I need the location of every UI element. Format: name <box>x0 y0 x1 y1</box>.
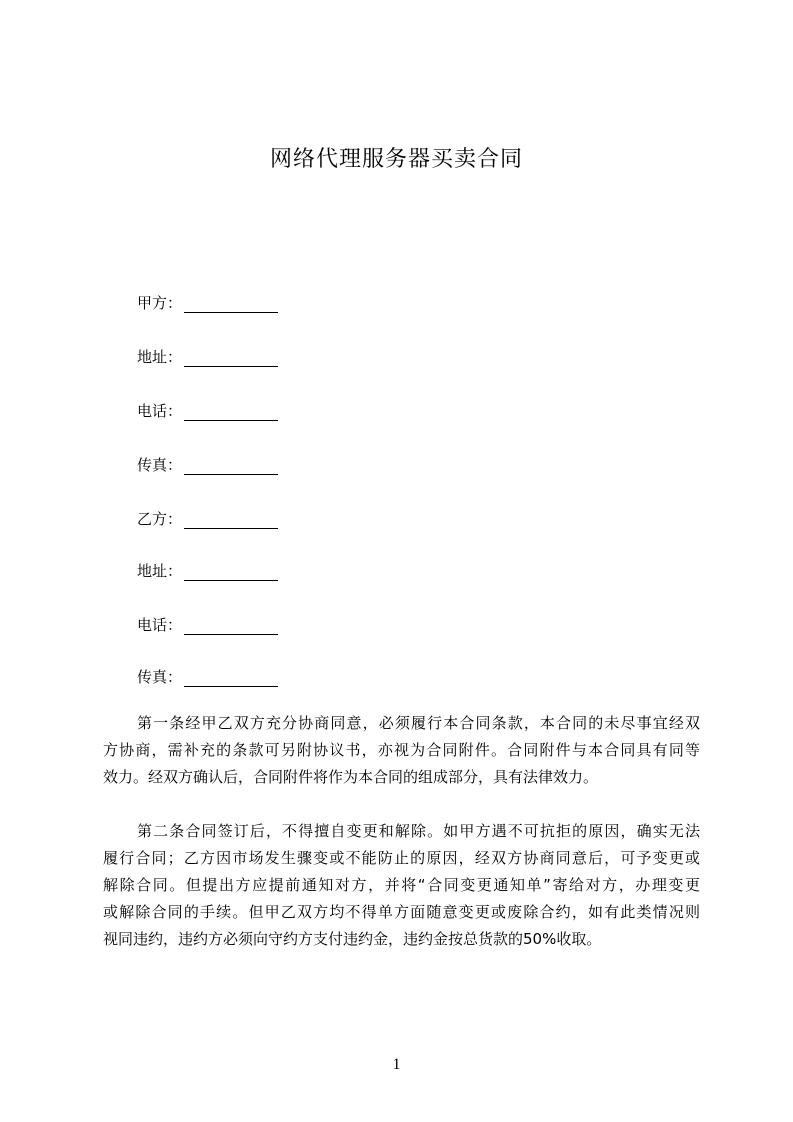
field-label: 乙方： <box>137 510 183 528</box>
text-line: 效力。经双方确认后，合同附件将作为本合同的组成部分，具有法律效力。 <box>103 768 599 786</box>
text-line: 方协商，需补充的条款可另附协议书，亦视为合同附件。合同附件与本合同具有同等 <box>103 741 700 759</box>
document-title: 网络代理服务器买卖合同 <box>269 147 523 172</box>
text-line: 第二条合同签订后，不得擅自变更和解除。如甲方遇不可抗拒的原因，确实无法 <box>137 822 700 840</box>
text-line: 或解除合同的手续。但甲乙双方均不得单方面随意变更或废除合约，如有此类情况则 <box>103 903 700 921</box>
blank-line <box>184 296 278 313</box>
field-label: 电话： <box>137 402 183 420</box>
text-line: 解除合同。但提出方应提前通知对方，并将“合同变更通知单”寄给对方，办理变更 <box>103 876 700 894</box>
blank-line <box>184 618 278 635</box>
blank-line <box>184 512 278 529</box>
blank-line <box>184 350 278 367</box>
field-label: 电话： <box>137 616 183 634</box>
text-line: 第一条经甲乙双方充分协商同意，必须履行本合同条款，本合同的未尽事宜经双 <box>137 714 700 732</box>
party-b-field <box>137 508 278 529</box>
blank-line <box>184 458 278 475</box>
party-b-fax-field <box>137 666 278 687</box>
text-line: 履行合同；乙方因市场发生骤变或不能防止的原因，经双方协商同意后，可予变更或 <box>103 849 700 867</box>
party-a-address-field <box>137 346 278 367</box>
party-b-address-field <box>137 560 278 581</box>
party-a-field <box>137 292 278 313</box>
page-number: 1 <box>392 1056 401 1073</box>
blank-line <box>184 404 278 421</box>
party-a-fax-field <box>137 454 278 475</box>
party-a-phone-field <box>137 400 278 421</box>
party-b-phone-field <box>137 614 278 635</box>
article-1-paragraph <box>103 710 700 791</box>
field-label: 地址： <box>137 562 183 580</box>
article-2-paragraph <box>103 818 700 953</box>
text-line: 视同违约，违约方必须向守约方支付违约金，违约金按总货款的50%收取。 <box>103 930 602 948</box>
field-label: 地址： <box>137 348 183 366</box>
blank-line <box>184 670 278 687</box>
field-label: 传真： <box>137 456 183 474</box>
field-label: 传真： <box>137 668 183 686</box>
field-label: 甲方： <box>137 294 183 312</box>
blank-line <box>184 564 278 581</box>
